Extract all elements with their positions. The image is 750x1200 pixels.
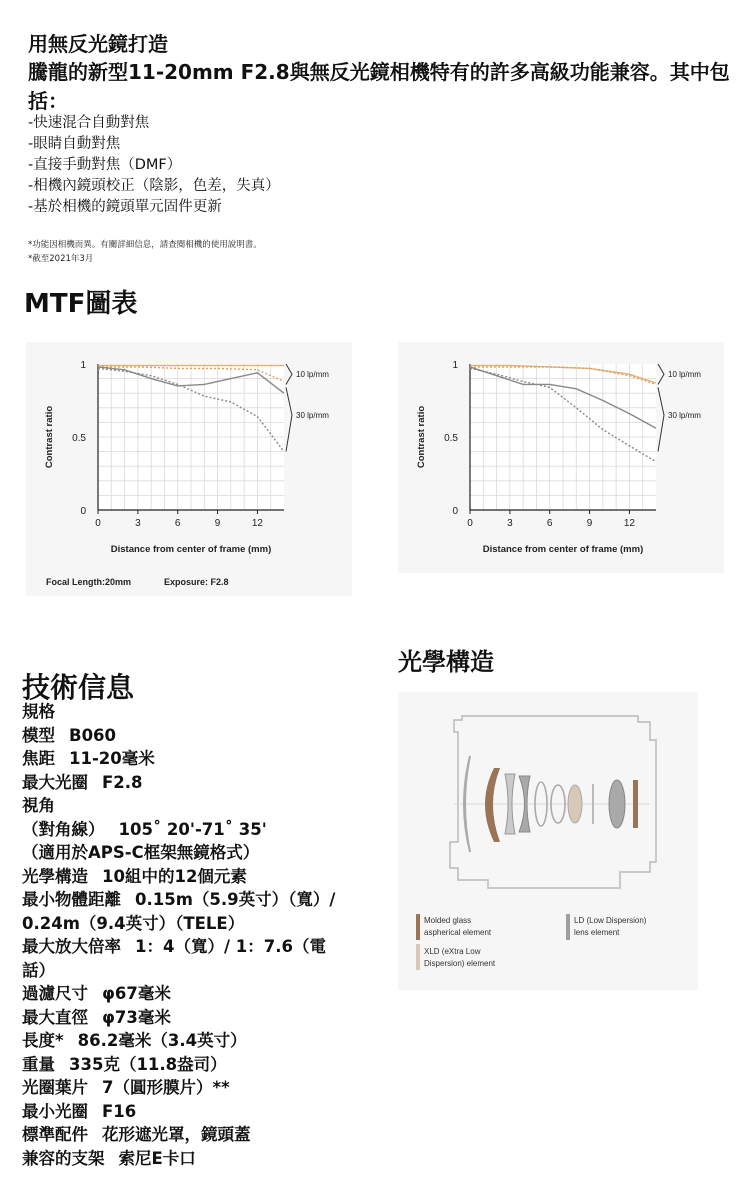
spec-label: 最大光圈	[22, 772, 88, 792]
spec-value: 花形遮光罩，鏡頭蓋	[102, 1125, 251, 1144]
spec-row	[22, 1053, 335, 1077]
focal-length-label: Focal Length:20mm	[46, 577, 132, 587]
spec-label: （適用於APS-C框架無鏡格式）	[22, 843, 260, 862]
legend-swatch-molded-glass	[416, 914, 420, 940]
spec-row	[22, 1100, 335, 1124]
x-axis-label: Distance from center of frame (mm)	[482, 544, 644, 555]
spec-value: F16	[102, 1101, 137, 1121]
spec-label: 光圈葉片	[22, 1078, 88, 1097]
spec-label: 視角	[22, 796, 55, 815]
y-tick-label: 0.5	[444, 433, 458, 444]
spec-row	[22, 1029, 335, 1053]
x-tick-label: 0	[95, 518, 101, 529]
feature-item: -基於相機的鏡頭單元固件更新	[28, 199, 222, 215]
spec-label: 標準配件	[22, 1125, 88, 1144]
spec-row	[22, 959, 335, 983]
y-tick-label: 0.5	[72, 433, 86, 444]
spec-value: φ67毫米	[102, 984, 171, 1003]
spec-row	[22, 1147, 335, 1171]
spec-value: 7（圓形膜片）**	[102, 1078, 230, 1097]
spec-label: 0.24m（9.4英寸）（TELE）	[22, 913, 245, 933]
mtf-chart-2	[398, 342, 724, 573]
y-axis-label: Contrast ratio	[44, 405, 55, 469]
y-tick-label: 0	[452, 506, 458, 517]
spec-row	[22, 747, 335, 771]
spec-label: 話）	[22, 960, 55, 980]
spec-label: 重量	[22, 1054, 55, 1074]
legend-label: XLD (eXtra Low	[424, 947, 481, 956]
legend-label: lens element	[574, 928, 620, 937]
spec-value: 10組中的12個元素	[102, 866, 247, 886]
legend-label: 30 lp/mm	[668, 411, 701, 421]
x-axis-label: Distance from center of frame (mm)	[110, 544, 272, 555]
x-tick-label: 12	[623, 518, 635, 529]
spec-value: 0.15m（5.9英寸）（寬）/	[135, 890, 336, 909]
spec-label: 最大放大倍率	[22, 937, 121, 956]
spec-header: 規格	[22, 702, 55, 721]
intro-description: 騰龍的新型11-20mm F2.8與無反光鏡相機特有的許多高級功能兼容。其中包括：	[28, 60, 730, 113]
spec-row	[22, 841, 335, 865]
legend-swatch-xld	[416, 944, 420, 970]
y-tick-label: 1	[80, 360, 86, 371]
spec-row	[22, 771, 335, 795]
optics-diagram-panel	[398, 692, 698, 990]
spec-row	[22, 794, 335, 818]
footnote: *截至2021年3月	[28, 254, 94, 264]
ld-element	[609, 780, 625, 828]
mtf-chart-panel-2	[398, 342, 724, 573]
x-tick-label: 9	[214, 518, 221, 529]
spec-row	[22, 935, 335, 959]
spec-list	[22, 700, 335, 1170]
feature-item: -眼睛自動對焦	[28, 136, 121, 152]
spec-row	[22, 1123, 335, 1147]
mtf-section-title: MTF圖表	[24, 289, 138, 319]
spec-row	[22, 1076, 335, 1100]
legend-label: Dispersion) element	[424, 959, 496, 968]
spec-label: 最小物體距離	[22, 890, 121, 909]
feature-item: -相機內鏡頭校正（陰影，色差，失真）	[28, 178, 280, 194]
spec-label: 模型	[22, 725, 55, 745]
optics-section-title: 光學構造	[398, 648, 494, 676]
legend-bracket	[286, 364, 292, 384]
intro-title: 用無反光鏡打造	[28, 32, 168, 56]
footnote: *功能因相機而異。有關詳細信息，請查閱相機的使用說明書。	[28, 240, 262, 250]
legend-label: 10 lp/mm	[296, 370, 329, 380]
tech-section-title: 技術信息	[22, 671, 135, 704]
spec-row	[22, 724, 335, 748]
aspherical-element	[633, 780, 638, 828]
spec-value: 11-20毫米	[69, 749, 155, 768]
spec-label: 最小光圈	[22, 1101, 88, 1121]
x-tick-label: 0	[467, 518, 473, 529]
legend-bracket	[658, 387, 664, 451]
spec-label: 兼容的支架	[22, 1148, 105, 1168]
x-tick-label: 12	[251, 518, 263, 529]
aspherical-element	[485, 768, 500, 842]
spec-value: φ73毫米	[102, 1007, 171, 1027]
spec-label: 焦距	[22, 749, 55, 768]
exposure-label: Exposure: F2.8	[164, 577, 229, 587]
spec-value: 86.2毫米（3.4英寸）	[77, 1031, 247, 1050]
spec-label: 長度*	[22, 1031, 64, 1050]
xld-element	[568, 785, 582, 823]
legend-label: 30 lp/mm	[296, 411, 329, 421]
y-axis-label: Contrast ratio	[416, 405, 427, 469]
x-tick-label: 9	[586, 518, 593, 529]
spec-label: 最大直徑	[22, 1007, 88, 1027]
legend-bracket	[286, 387, 292, 451]
spec-row	[22, 818, 335, 842]
legend-label: aspherical element	[424, 928, 492, 937]
x-tick-label: 3	[135, 518, 141, 529]
spec-value: B060	[69, 725, 117, 745]
footnotes	[28, 238, 262, 266]
spec-value: F2.8	[102, 772, 143, 792]
spec-row	[22, 1006, 335, 1030]
spec-row	[22, 865, 335, 889]
spec-label: （對角線）	[22, 819, 105, 839]
spec-row	[22, 888, 335, 912]
spec-row	[22, 912, 335, 936]
spec-label: 過濾尺寸	[22, 984, 88, 1003]
legend-label: Molded glass	[424, 916, 472, 925]
spec-value: 335克（11.8盎司）	[69, 1054, 227, 1074]
x-tick-label: 3	[507, 518, 513, 529]
spec-label: 光學構造	[22, 866, 88, 886]
legend-bracket	[658, 364, 664, 384]
spec-value: 索尼E卡口	[118, 1148, 196, 1168]
lens-construction-diagram	[398, 692, 698, 990]
x-tick-label: 6	[174, 518, 181, 529]
feature-item: -直接手動對焦（DMF）	[28, 157, 182, 173]
legend-label: LD (Low Dispersion)	[574, 916, 647, 925]
legend-swatch-ld	[566, 914, 570, 940]
y-tick-label: 0	[80, 506, 86, 517]
feature-item: -快速混合自動對焦	[28, 115, 150, 131]
spec-row	[22, 982, 335, 1006]
feature-list	[28, 113, 280, 218]
x-tick-label: 6	[546, 518, 553, 529]
spec-value: 1：4（寬）/ 1：7.6（電	[135, 937, 326, 956]
legend-label: 10 lp/mm	[668, 370, 701, 380]
mtf-chart-panel-1	[26, 342, 352, 596]
y-tick-label: 1	[452, 360, 458, 371]
mtf-chart-1	[26, 342, 352, 596]
spec-value: 105˚ 20'-71˚ 35'	[118, 819, 267, 839]
